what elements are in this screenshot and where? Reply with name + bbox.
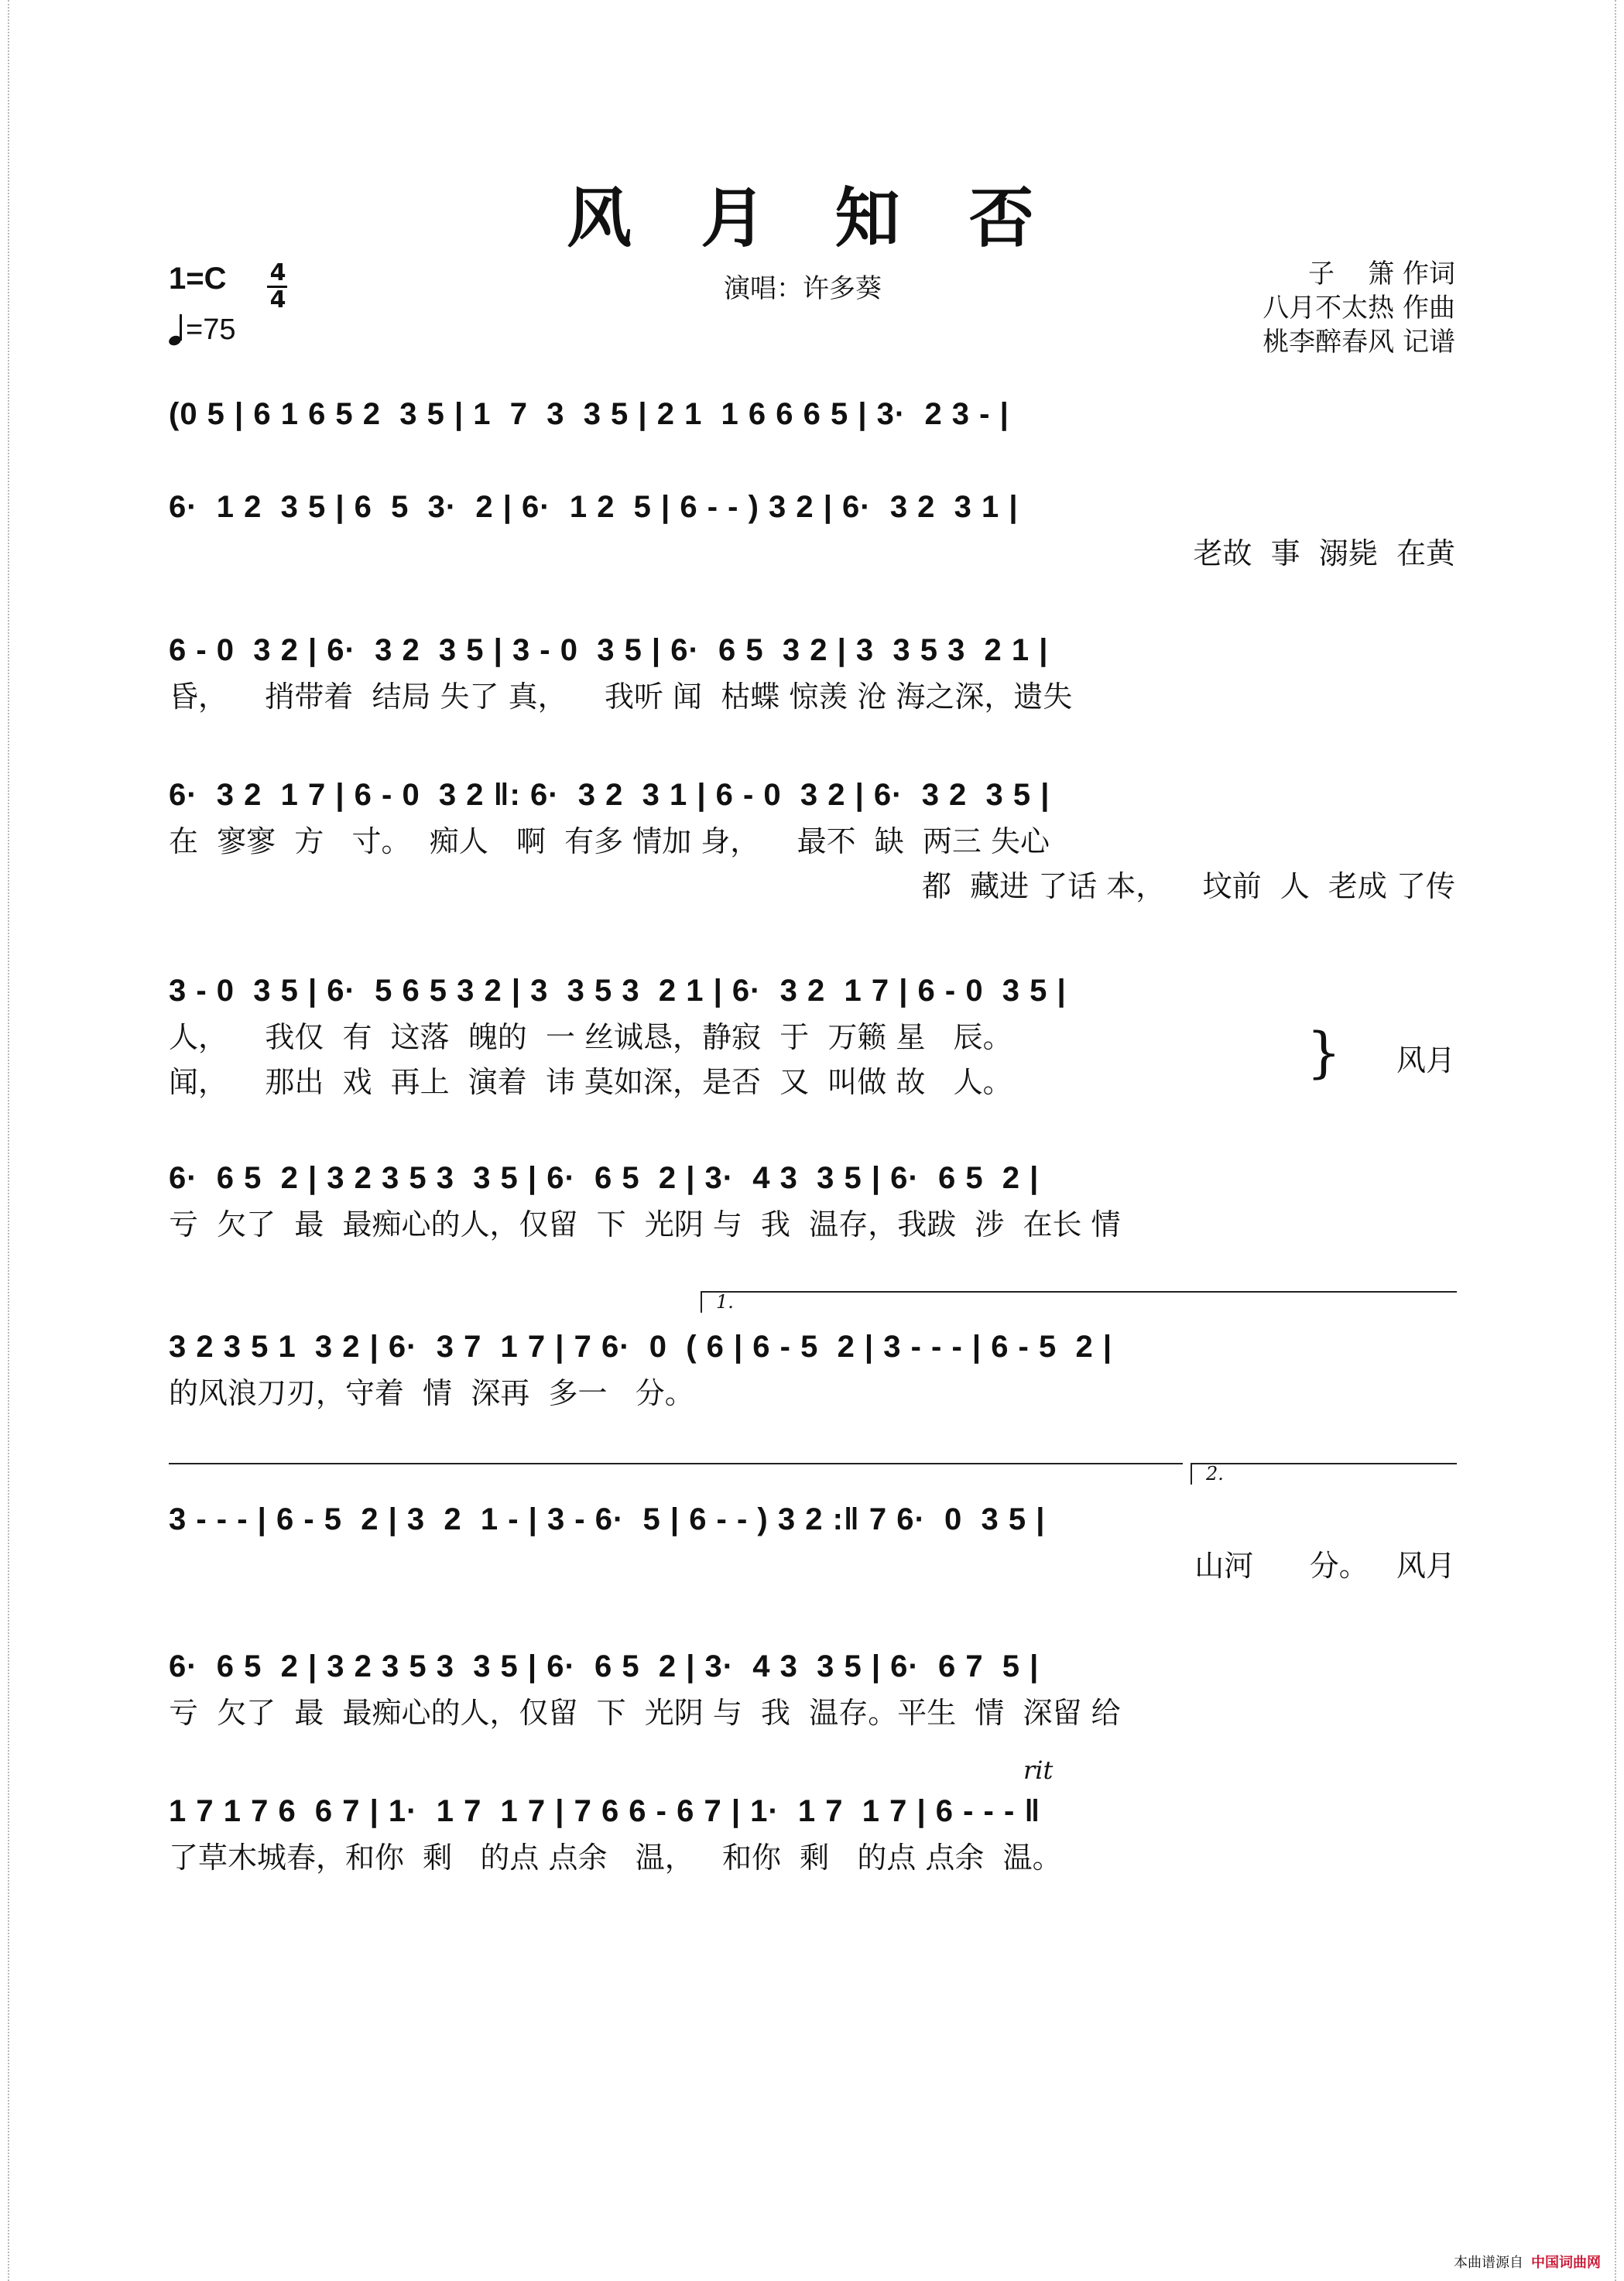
lyric-line-verse-2: 闻， 那出 戏 再上 演着 讳 莫如深，是否 又 叫做 故 人。 bbox=[169, 1065, 1012, 1099]
lyric-line: 亏 欠了 最 最痴心的人，仅留 下 光阴 与 我 温存。平生 情 深留 给 bbox=[169, 1696, 1121, 1730]
left-margin-strip bbox=[0, 0, 9, 2281]
lyric-line: 山河 分。 风月 bbox=[1194, 1549, 1455, 1583]
notation-line: 6· 1 2 3 5 | 6 5 3· 2 | 6· 1 2 5 | 6 - - ) 3 2 | 6· 3 2 3 1 | bbox=[169, 490, 1019, 524]
notation-line: 3 2 3 5 1 3 2 | 6· 3 7 1 7 | 7 6· 0 ( 6 | 6 - 5 2 | 3 - - - | 6 - 5 2 | bbox=[169, 1330, 1113, 1364]
time-signature-bottom: 4 bbox=[269, 286, 286, 313]
song-title: 风 月 知 否 bbox=[567, 180, 1057, 256]
lyric-line: 老故 事 溺毙 在黄 bbox=[1193, 536, 1455, 570]
notation-line: 6· 6 5 2 | 3 2 3 5 3 3 5 | 6· 6 5 2 | 3· 4 3 3 5 | 6· 6 5 2 | bbox=[169, 1161, 1040, 1195]
lyric-line: 的风浪刀刃，守着 情 深再 多一 分。 bbox=[169, 1376, 694, 1410]
footer-attribution bbox=[1454, 2252, 1601, 2272]
lyric-line-verse-2: 都 藏进 了话 本， 坟前 人 老成 了传 bbox=[921, 869, 1455, 903]
volta-bracket-1: 1. bbox=[701, 1291, 1457, 1313]
tempo-value: =75 bbox=[186, 313, 236, 346]
notation-line: (0 5 | 6 1 6 5 2 3 5 | 1 7 3 3 5 | 2 1 1 6 6 6 5 | 3· 2 3 - | bbox=[169, 397, 1009, 431]
lyric-line-verse-1: 在 寥寥 方 寸。 痴人 啊 有多 情加 身， 最不 缺 两三 失心 bbox=[169, 824, 1050, 858]
singer-label: 演唱：许多葵 bbox=[724, 273, 882, 304]
lyric-side-note: 风月 bbox=[1396, 1043, 1455, 1077]
lyric-line: 昏， 捎带着 结局 失了 真， 我听 闻 枯蝶 惊羡 沧 海之深，遗失 bbox=[169, 680, 1073, 714]
notation-line: 3 - 0 3 5 | 6· 5 6 5 3 2 | 3 3 5 3 2 1 | 6· 3 2 1 7 | 6 - 0 3 5 | bbox=[169, 974, 1067, 1008]
notation-line: 6· 3 2 1 7 | 6 - 0 3 2 ‖: 6· 3 2 3 1 | 6 - 0 3 2 | 6· 3 2 3 5 | bbox=[169, 778, 1050, 812]
notation-line: 6 - 0 3 2 | 6· 3 2 3 5 | 3 - 0 3 5 | 6· 6 5 3 2 | 3 3 5 3 2 1 | bbox=[169, 633, 1049, 667]
quarter-note-icon bbox=[169, 316, 186, 347]
time-signature bbox=[267, 259, 289, 313]
volta-bracket-2: 2. bbox=[1191, 1463, 1457, 1485]
lyric-line-verse-1: 人， 我仅 有 这落 魄的 一 丝诚恳，静寂 于 万籁 星 辰。 bbox=[169, 1020, 1012, 1054]
lyric-line: 亏 欠了 最 最痴心的人，仅留 下 光阴 与 我 温存，我跋 涉 在长 情 bbox=[169, 1207, 1121, 1242]
right-margin-strip bbox=[1615, 0, 1624, 2281]
notation-line: 1 7 1 7 6 6 7 | 1· 1 7 1 7 | 7 6 6 - 6 7 | 1· 1 7 1 7 | 6 - - - ‖ bbox=[169, 1794, 1041, 1828]
composer-credit: 八月不太热 作曲 bbox=[1263, 293, 1455, 324]
lyric-line: 了草木城春，和你 剩 的点 点余 温， 和你 剩 的点 点余 温。 bbox=[169, 1841, 1062, 1875]
key-signature: 1=C bbox=[169, 262, 227, 296]
footer-site-link[interactable]: 中国词曲网 bbox=[1531, 2255, 1601, 2271]
ritardando-mark: rit bbox=[1023, 1755, 1054, 1785]
tempo-marking bbox=[169, 313, 235, 347]
lyricist-credit: 子 箫 作词 bbox=[1307, 259, 1455, 289]
time-signature-top: 4 bbox=[269, 259, 286, 286]
notation-line: 6· 6 5 2 | 3 2 3 5 3 3 5 | 6· 6 5 2 | 3· 4 3 3 5 | 6· 6 7 5 | bbox=[169, 1649, 1040, 1683]
notation-line: 3 - - - | 6 - 5 2 | 3 2 1 - | 3 - 6· 5 | 6 - - ) 3 2 :‖ 7 6· 0 3 5 | bbox=[169, 1502, 1046, 1536]
footer-source: 本曲谱源自 bbox=[1454, 2255, 1523, 2271]
verse-brace: } bbox=[1307, 1021, 1341, 1084]
volta-1-continuation bbox=[169, 1463, 1183, 1464]
transcriber-credit: 桃李醉春风 记谱 bbox=[1263, 327, 1455, 358]
credits-block bbox=[1263, 257, 1455, 359]
